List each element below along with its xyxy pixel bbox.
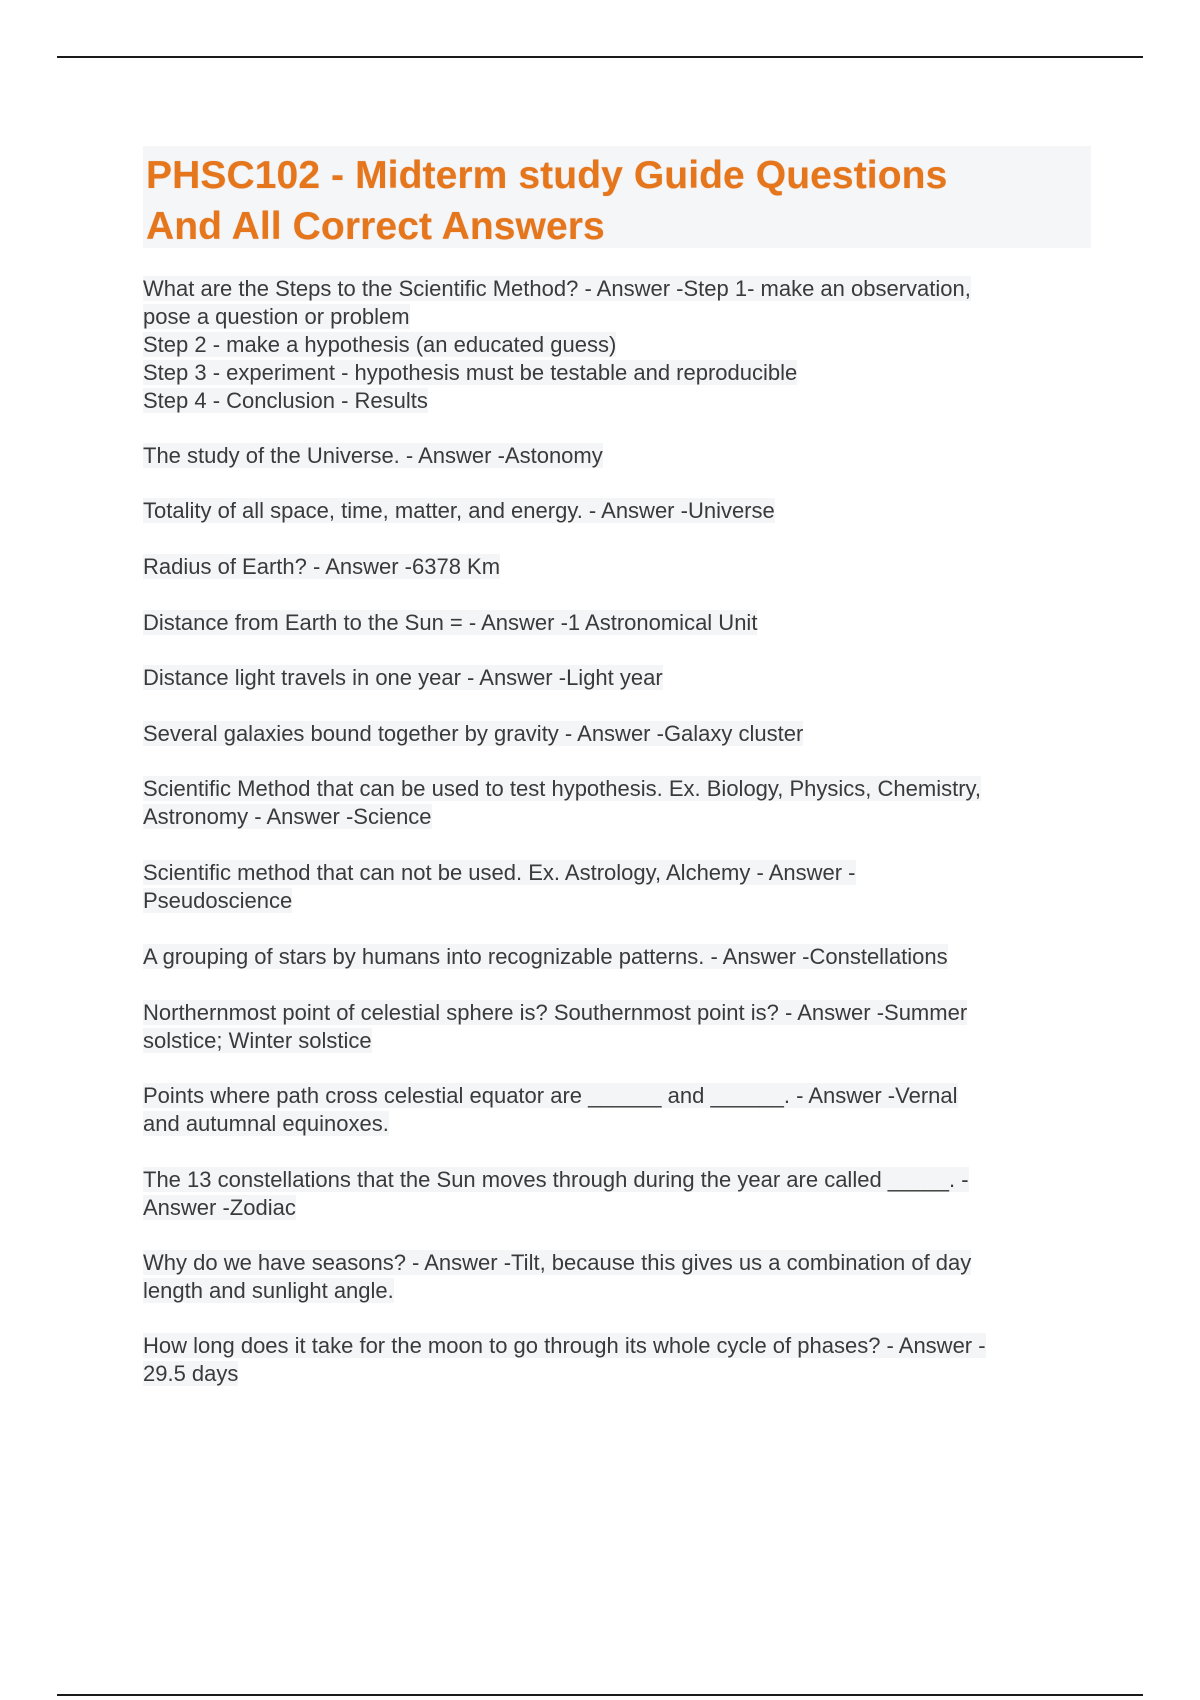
qa-item-steps-scientific-method: [143, 275, 1103, 415]
qa-item-solstice: [143, 999, 1103, 1055]
title-block: [143, 146, 1091, 248]
qa-text: Points where path cross celestial equator are ______ and ______. - Answer -Vernal and autumnal equinoxes.: [143, 1083, 958, 1136]
qa-item-galaxy-cluster: [143, 720, 1103, 748]
qa-item-radius-earth: [143, 553, 1103, 581]
qa-text: Northernmost point of celestial sphere is? Southernmost point is? - Answer -Summer solstice; Winter solstice: [143, 1000, 968, 1053]
qa-text: Totality of all space, time, matter, and energy. - Answer -Universe: [143, 498, 775, 523]
qa-text: Scientific method that can not be used. Ex. Astrology, Alchemy - Answer - Pseudoscience: [143, 860, 856, 913]
qa-item-seasons: [143, 1249, 1103, 1305]
qa-item-zodiac: [143, 1166, 1103, 1222]
qa-item-light-year: [143, 664, 1103, 692]
top-divider: [57, 56, 1143, 58]
qa-item-distance-sun: [143, 609, 1103, 637]
qa-item-equinoxes: [143, 1082, 1103, 1138]
qa-text: Radius of Earth? - Answer -6378 Km: [143, 554, 501, 579]
qa-item-study-of-universe: [143, 442, 1103, 470]
bottom-divider: [57, 1694, 1143, 1696]
qa-text: Why do we have seasons? - Answer -Tilt, because this gives us a combination of day length and sunlight angle.: [143, 1250, 972, 1303]
qa-text: The 13 constellations that the Sun moves through during the year are called _____. - Answer -Zodiac: [143, 1167, 969, 1220]
qa-text: Distance light travels in one year - Answer -Light year: [143, 665, 663, 690]
qa-text: A grouping of stars by humans into recognizable patterns. - Answer -Constellations: [143, 944, 948, 969]
qa-text: Distance from Earth to the Sun = - Answer -1 Astronomical Unit: [143, 610, 758, 635]
qa-text: Scientific Method that can be used to test hypothesis. Ex. Biology, Physics, Chemistry, Astronomy - Answer -Science: [143, 776, 982, 829]
qa-text: How long does it take for the moon to go through its whole cycle of phases? - Answer - 29.5 days: [143, 1333, 986, 1386]
qa-item-pseudoscience: [143, 859, 1103, 915]
qa-item-constellations: [143, 943, 1103, 971]
document-title: PHSC102 - Midterm study Guide Questions And All Correct Answers: [146, 154, 948, 248]
qa-text: Several galaxies bound together by gravity - Answer -Galaxy cluster: [143, 721, 804, 746]
qa-item-totality: [143, 497, 1103, 525]
qa-text: The study of the Universe. - Answer -Astonomy: [143, 443, 603, 468]
qa-text: What are the Steps to the Scientific Method? - Answer -Step 1- make an observation, pose a question or problem Step 2 - make a hypothesis (an educated guess) Step 3 - experiment - hypothesis must be testable and reproducible Step 4 - Conclusion - Results: [143, 276, 971, 413]
qa-item-moon-phases: [143, 1332, 1103, 1388]
qa-item-science: [143, 775, 1103, 831]
